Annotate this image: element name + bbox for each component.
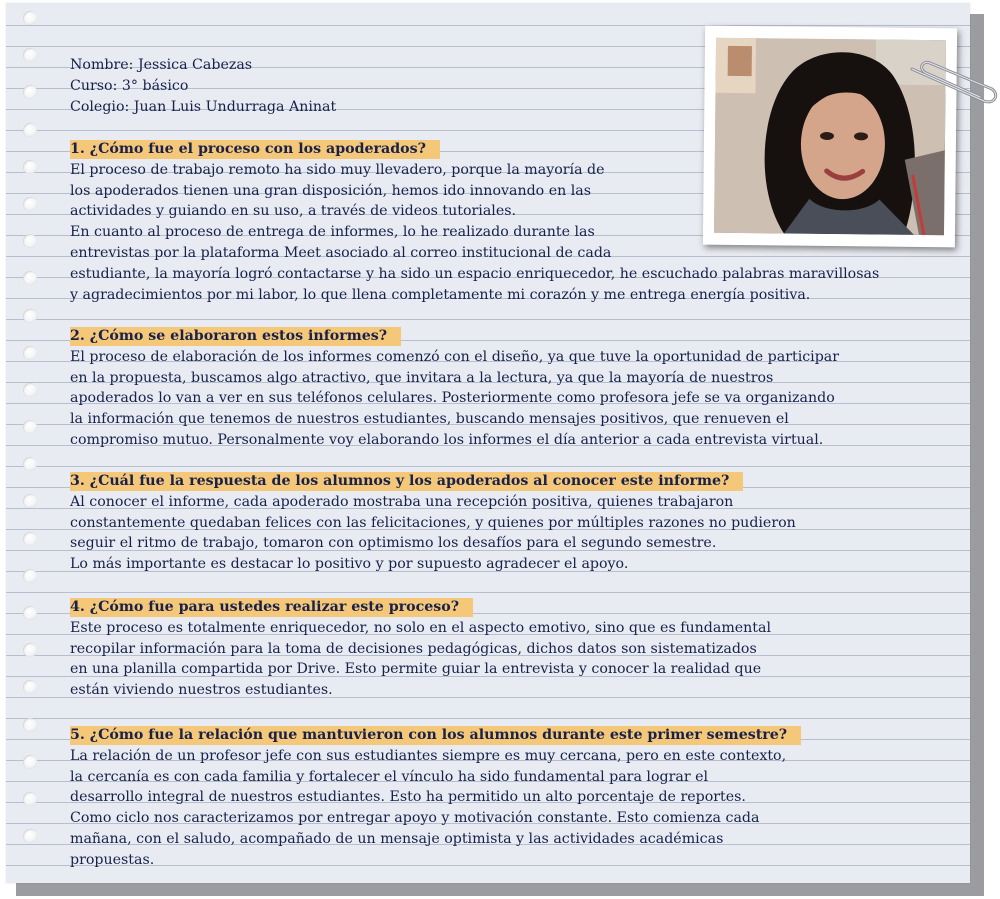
binder-hole — [23, 792, 37, 806]
binder-hole — [23, 85, 37, 99]
answer-line: El proceso de trabajo remoto ha sido muy llevadero, porque la mayoría de — [70, 161, 605, 178]
binder-hole — [23, 48, 37, 62]
binder-hole — [23, 420, 37, 434]
answer-line: la información que tenemos de nuestros estudiantes, buscando mensajes positivos, que renueven el — [70, 411, 789, 428]
question-title: 2. ¿Cómo se elaboraron estos informes? — [70, 327, 401, 346]
question-3 — [70, 471, 950, 575]
binder-hole — [23, 755, 37, 769]
question-4 — [70, 597, 950, 701]
answer-line: mañana, con el saludo, acompañado de un mensaje optimista y las actividades académicas — [70, 830, 724, 847]
question-title: 1. ¿Cómo fue el proceso con los apoderados? — [70, 140, 440, 159]
student-course: Curso: 3° básico — [70, 77, 189, 94]
answer-line: recopilar información para la toma de decisiones pedagógicas, dichos datos son sistematizados — [70, 640, 757, 657]
answer-line: en una planilla compartida por Drive. Esto permite guiar la entrevista y conocer la realidad que — [70, 661, 762, 678]
answer-line: seguir el ritmo de trabajo, tomaron con optimismo los desafíos para el segundo semestre. — [70, 535, 717, 552]
binder-hole — [23, 494, 37, 508]
binder-hole — [23, 197, 37, 211]
binder-hole — [23, 346, 37, 360]
answer-line: la cercanía es con cada familia y fortalecer el vínculo ha sido fundamental para lograr el — [70, 768, 709, 785]
binder-hole — [23, 309, 37, 323]
binder-hole — [23, 234, 37, 248]
answer-line: Al conocer el informe, cada apoderado mostraba una recepción positiva, quienes trabajaron — [70, 493, 734, 510]
answer-line: están viviendo nuestros estudiantes. — [70, 682, 333, 699]
answer-line: estudiante, la mayoría logró contactarse y ha sido un espacio enriquecedor, he escuchado palabras maravillosas — [70, 265, 880, 282]
question-title: 3. ¿Cuál fue la respuesta de los alumnos y los apoderados al conocer este informe? — [70, 472, 743, 491]
binder-hole — [23, 680, 37, 694]
student-info — [70, 55, 336, 117]
answer-line: y agradecimientos por mi labor, lo que llena completamente mi corazón y me entrega energía positiva. — [70, 286, 811, 303]
question-5 — [70, 725, 950, 871]
answer-line: Como ciclo nos caracterizamos por entregar apoyo y motivación constante. Esto comienza cada — [70, 810, 760, 827]
answer-line: En cuanto al proceso de entrega de informes, lo he realizado durante las — [70, 224, 595, 241]
answer-line: en la propuesta, buscamos algo atractivo, que invitara a la lectura, ya que la mayoría de nuestros — [70, 369, 774, 386]
student-school: Colegio: Juan Luis Undurraga Aninat — [70, 98, 337, 115]
binder-hole — [23, 718, 37, 732]
paperclip-icon — [906, 55, 1000, 111]
binder-hole — [23, 569, 37, 583]
answer-line: El proceso de elaboración de los informes comenzó con el diseño, ya que tuve la oportunidad de participar — [70, 348, 840, 365]
question-title: 4. ¿Cómo fue para ustedes realizar este proceso? — [70, 598, 473, 617]
binder-holes — [23, 11, 45, 881]
answer-line: Este proceso es totalmente enriquecedor, no solo en el aspecto emotivo, sino que es fundamental — [70, 619, 771, 636]
answer-line: actividades y guiando en su uso, a través de videos tutoriales. — [70, 203, 517, 220]
binder-hole — [23, 11, 37, 25]
student-name: Nombre: Jessica Cabezas — [70, 57, 253, 73]
binder-hole — [23, 160, 37, 174]
answer-line: La relación de un profesor jefe con sus estudiantes siempre es muy cercana, pero en este contexto, — [70, 747, 787, 764]
answer-line: apoderados lo van a ver en sus teléfonos celulares. Posteriormente como profesora jefe se va organizando — [70, 390, 835, 407]
binder-hole — [23, 606, 37, 620]
answer-line: entrevistas por la plataforma Meet asociado al correo institucional de cada — [70, 244, 612, 261]
question-title: 5. ¿Cómo fue la relación que mantuvieron con los alumnos durante este primer semestre? — [70, 726, 801, 745]
answer-line: desarrollo integral de nuestros estudiantes. Esto ha permitido un alto porcentaje de reportes. — [70, 789, 746, 806]
answer-line: los apoderados tienen una gran disposición, hemos ido innovando en las — [70, 182, 592, 199]
answer-line: Lo más importante es destacar lo positivo y por supuesto agradecer el apoyo. — [70, 556, 629, 573]
binder-hole — [23, 271, 37, 285]
binder-hole — [23, 532, 37, 546]
binder-hole — [23, 643, 37, 657]
answer-line: constantemente quedaban felices con las felicitaciones, y quienes por múltiples razones no pudieron — [70, 514, 796, 531]
answer-line: compromiso mutuo. Personalmente voy elaborando los informes el día anterior a cada entrevista virtual. — [70, 431, 824, 448]
binder-hole — [23, 829, 37, 843]
binder-hole — [23, 457, 37, 471]
question-2 — [70, 326, 950, 451]
binder-hole — [23, 383, 37, 397]
answer-line: propuestas. — [70, 851, 155, 868]
binder-hole — [23, 123, 37, 137]
